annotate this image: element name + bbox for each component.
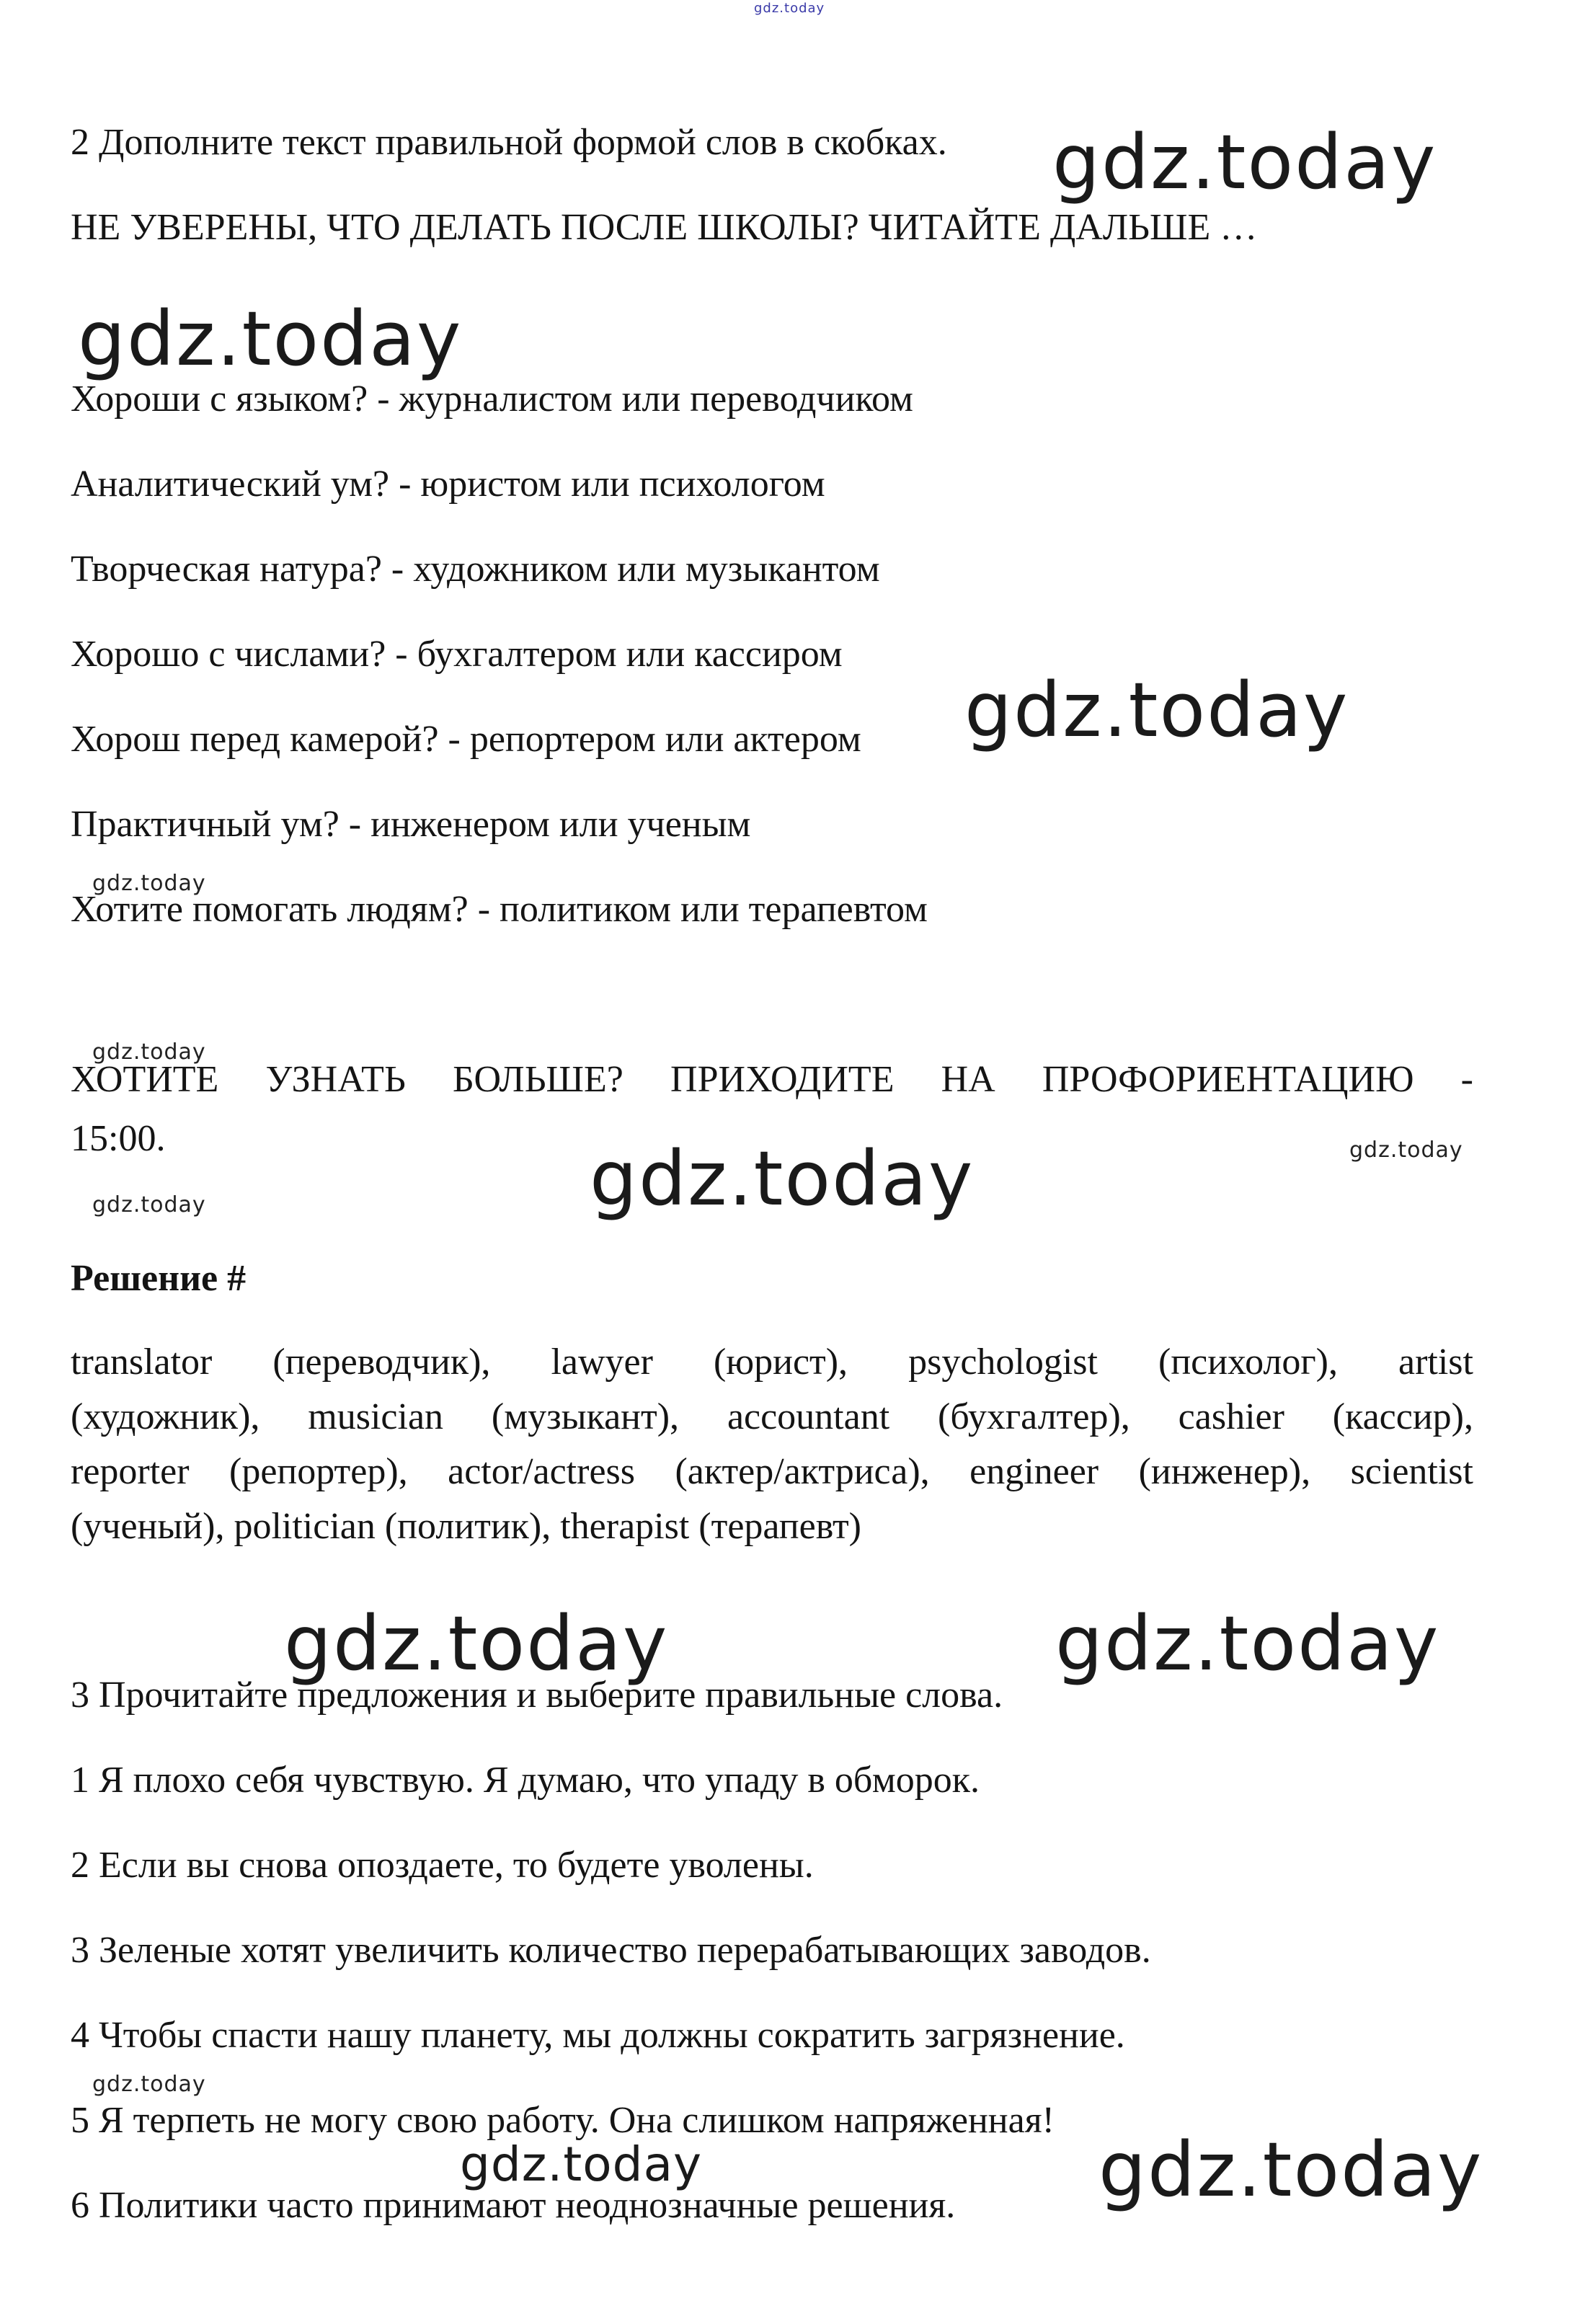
watermark: gdz.today xyxy=(1052,118,1437,206)
solution-paragraph xyxy=(71,1335,1473,1554)
list-item: 5 Я терпеть не могу свою работу. Она слишком напряженная! xyxy=(71,2100,1055,2141)
watermark-top: gdz.today xyxy=(754,1,825,16)
watermark: gdz.today xyxy=(92,1039,206,1065)
headline: НЕ УВЕРЕНЫ, ЧТО ДЕЛАТЬ ПОСЛЕ ШКОЛЫ? ЧИТАЙТЕ ДАЛЬШЕ … xyxy=(71,207,1258,248)
list-item: 2 Если вы снова опоздаете, то будете уволены. xyxy=(71,1845,814,1886)
solution-line: (ученый), politician (политик), therapist (терапевт) xyxy=(71,1506,862,1547)
watermark: gdz.today xyxy=(1349,1137,1463,1163)
watermark: gdz.today xyxy=(1099,2126,1483,2214)
list-item: Хотите помогать людям? - политиком или терапевтом xyxy=(71,889,928,930)
watermark: gdz.today xyxy=(460,2137,703,2192)
task-2-title: 2 Дополните текст правильной формой слов в скобках. xyxy=(71,122,947,163)
watermark: gdz.today xyxy=(78,295,463,383)
list-item: 3 Зеленые хотят увеличить количество перерабатывающих заводов. xyxy=(71,1930,1151,1971)
list-item: 4 Чтобы спасти нашу планету, мы должны сократить загрязнение. xyxy=(71,2015,1125,2056)
watermark: gdz.today xyxy=(284,1600,669,1687)
watermark: gdz.today xyxy=(92,871,206,896)
list-item: 6 Политики часто принимают неоднозначные решения. xyxy=(71,2185,956,2226)
closing-line-2: 15:00. xyxy=(71,1118,166,1159)
solution-line: reporter (репортер), actor/actress (актер/актриса), engineer (инженер), scientist xyxy=(71,1451,1473,1492)
watermark: gdz.today xyxy=(590,1135,975,1223)
watermark: gdz.today xyxy=(92,1192,206,1218)
watermark: gdz.today xyxy=(1055,1600,1440,1687)
list-item: Аналитический ум? - юристом или психологом xyxy=(71,464,825,505)
list-item: Практичный ум? - инженером или ученым xyxy=(71,804,751,845)
list-item: Хорош перед камерой? - репортером или актером xyxy=(71,719,861,760)
solution-line: translator (переводчик), lawyer (юрист), psychologist (психолог), artist xyxy=(71,1341,1473,1383)
watermark: gdz.today xyxy=(964,666,1349,754)
watermark: gdz.today xyxy=(92,2072,206,2097)
list-item: Хороши с языком? - журналистом или переводчиком xyxy=(71,378,913,420)
solution-heading: Решение # xyxy=(71,1258,247,1299)
closing-line-1: ХОТИТЕ УЗНАТЬ БОЛЬШЕ? ПРИХОДИТЕ НА ПРОФОРИЕНТАЦИЮ - xyxy=(71,1059,1473,1100)
list-item: Хорошо с числами? - бухгалтером или кассиром xyxy=(71,634,843,675)
list-item: 1 Я плохо себя чувствую. Я думаю, что упаду в обморок. xyxy=(71,1760,980,1801)
task-3-title: 3 Прочитайте предложения и выберите правильные слова. xyxy=(71,1675,1003,1716)
solution-line: (художник), musician (музыкант), accountant (бухгалтер), cashier (кассир), xyxy=(71,1396,1473,1437)
closing-line xyxy=(71,1052,1473,1107)
list-item: Творческая натура? - художником или музыкантом xyxy=(71,549,880,590)
